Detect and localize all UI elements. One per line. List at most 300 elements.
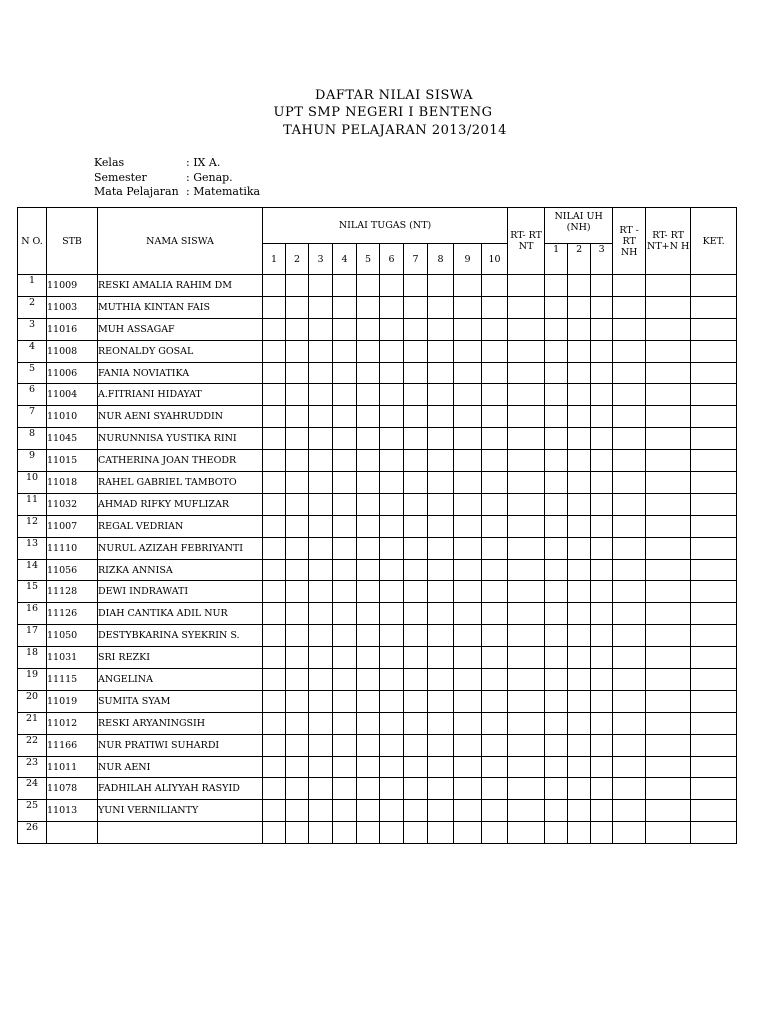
grade-cell: [545, 734, 568, 756]
grade-cell: [568, 559, 591, 581]
grade-cell: [333, 515, 357, 537]
grade-cell: [380, 515, 404, 537]
grade-cell: [380, 756, 404, 778]
table-row: [18, 822, 737, 844]
grade-cell: [613, 275, 646, 297]
col-stb-header: STB: [47, 208, 98, 275]
row-number: 14: [18, 559, 47, 581]
grade-cell: [404, 384, 428, 406]
grade-cell: [482, 822, 508, 844]
grade-cell: [428, 581, 454, 603]
grade-cell: [333, 647, 357, 669]
grade-cell: [263, 559, 286, 581]
grade-cell: [691, 822, 737, 844]
grade-cell: [309, 362, 333, 384]
student-name: ANGELINA: [98, 669, 263, 691]
grade-cell: [691, 603, 737, 625]
grade-cell: [428, 275, 454, 297]
grade-cell: [545, 318, 568, 340]
table-row: [18, 778, 737, 800]
grade-cell: [263, 428, 286, 450]
grade-cell: [380, 472, 404, 494]
grade-cell: [357, 625, 380, 647]
grade-cell: [380, 275, 404, 297]
grade-cell: [646, 384, 691, 406]
grade-cell: [591, 428, 613, 450]
grade-cell: [428, 428, 454, 450]
grade-cell: [454, 778, 482, 800]
grade-cell: [691, 625, 737, 647]
grade-cell: [591, 362, 613, 384]
grade-cell: [309, 581, 333, 603]
student-name: NUR AENI: [98, 756, 263, 778]
row-number: 10: [18, 472, 47, 494]
grade-cell: [286, 690, 309, 712]
grade-cell: [454, 296, 482, 318]
grade-cell: [613, 603, 646, 625]
student-name: SRI REZKI: [98, 647, 263, 669]
grade-cell: [454, 603, 482, 625]
table-row: [18, 406, 737, 428]
grade-cell: [508, 428, 545, 450]
grade-cell: [508, 275, 545, 297]
grade-cell: [263, 406, 286, 428]
grade-cell: [333, 690, 357, 712]
grade-cell: [613, 362, 646, 384]
grade-cell: [263, 296, 286, 318]
grade-cell: [404, 362, 428, 384]
grade-cell: [508, 406, 545, 428]
grade-cell: [508, 559, 545, 581]
exam-number-header: 2: [568, 244, 591, 275]
table-row: [18, 450, 737, 472]
grade-cell: [591, 537, 613, 559]
grade-cell: [568, 734, 591, 756]
grade-cell: [646, 340, 691, 362]
grade-cell: [613, 406, 646, 428]
grade-cell: [428, 734, 454, 756]
grade-cell: [568, 581, 591, 603]
grade-cell: [646, 778, 691, 800]
grade-cell: [568, 625, 591, 647]
grade-cell: [263, 275, 286, 297]
grade-cell: [568, 318, 591, 340]
grade-cell: [591, 296, 613, 318]
grade-cell: [482, 800, 508, 822]
grade-cell: [333, 384, 357, 406]
grade-cell: [568, 756, 591, 778]
grade-cell: [404, 428, 428, 450]
grade-cell: [309, 318, 333, 340]
grade-cell: [613, 625, 646, 647]
col-rt-nt-nh-header: RT- RT NT+N H: [646, 208, 691, 275]
grade-cell: [691, 275, 737, 297]
grade-cell: [357, 603, 380, 625]
student-id: [47, 822, 98, 844]
grade-cell: [333, 625, 357, 647]
grade-cell: [454, 756, 482, 778]
assignment-number-header: 5: [357, 244, 380, 275]
grade-table: [17, 207, 737, 844]
grade-cell: [404, 296, 428, 318]
row-number: 8: [18, 428, 47, 450]
grade-cell: [428, 625, 454, 647]
grade-cell: [357, 690, 380, 712]
student-id: 11006: [47, 362, 98, 384]
grade-cell: [482, 625, 508, 647]
student-name: CATHERINA JOAN THEODR: [98, 450, 263, 472]
grade-cell: [428, 537, 454, 559]
grade-cell: [482, 362, 508, 384]
grade-cell: [591, 690, 613, 712]
grade-cell: [454, 625, 482, 647]
grade-cell: [482, 603, 508, 625]
grade-cell: [263, 647, 286, 669]
grade-cell: [482, 669, 508, 691]
grade-cell: [454, 647, 482, 669]
grade-cell: [428, 712, 454, 734]
grade-cell: [333, 537, 357, 559]
exam-number-header: 1: [545, 244, 568, 275]
grade-cell: [333, 734, 357, 756]
grade-cell: [286, 822, 309, 844]
col-exam-header: NILAI UH (NH): [545, 208, 613, 244]
grade-cell: [591, 340, 613, 362]
grade-cell: [508, 800, 545, 822]
student-name: DESTYBKARINA SYEKRIN S.: [98, 625, 263, 647]
row-number: 26: [18, 822, 47, 844]
table-row: [18, 581, 737, 603]
student-id: 11045: [47, 428, 98, 450]
row-number: 22: [18, 734, 47, 756]
grade-cell: [508, 340, 545, 362]
grade-cell: [404, 647, 428, 669]
grade-cell: [613, 515, 646, 537]
student-name: DIAH CANTIKA ADIL NUR: [98, 603, 263, 625]
table-row: [18, 603, 737, 625]
grade-cell: [591, 778, 613, 800]
grade-cell: [380, 384, 404, 406]
table-row: [18, 275, 737, 297]
col-name-header: NAMA SISWA: [98, 208, 263, 275]
grade-cell: [508, 362, 545, 384]
grade-cell: [404, 406, 428, 428]
row-number: 16: [18, 603, 47, 625]
grade-cell: [286, 515, 309, 537]
grade-cell: [691, 559, 737, 581]
table-row: [18, 384, 737, 406]
student-name: NUR AENI SYAHRUDDIN: [98, 406, 263, 428]
grade-cell: [545, 625, 568, 647]
grade-cell: [691, 734, 737, 756]
grade-cell: [428, 559, 454, 581]
info-row-subject: [94, 185, 260, 200]
table-row: [18, 734, 737, 756]
grade-cell: [263, 734, 286, 756]
student-id: 11004: [47, 384, 98, 406]
grade-cell: [309, 690, 333, 712]
grade-cell: [646, 472, 691, 494]
student-id: 11015: [47, 450, 98, 472]
grade-cell: [309, 625, 333, 647]
grade-cell: [568, 428, 591, 450]
grade-cell: [545, 603, 568, 625]
grade-cell: [286, 296, 309, 318]
grade-cell: [454, 340, 482, 362]
grade-cell: [333, 669, 357, 691]
grade-cell: [454, 800, 482, 822]
grade-cell: [309, 340, 333, 362]
student-id: 11110: [47, 537, 98, 559]
grade-cell: [508, 472, 545, 494]
grade-cell: [545, 559, 568, 581]
grade-cell: [508, 778, 545, 800]
grade-cell: [613, 559, 646, 581]
row-number: 12: [18, 515, 47, 537]
grade-cell: [691, 537, 737, 559]
grade-cell: [263, 340, 286, 362]
student-name: RESKI ARYANINGSIH: [98, 712, 263, 734]
grade-cell: [454, 428, 482, 450]
grade-cell: [482, 778, 508, 800]
grade-cell: [545, 756, 568, 778]
grade-cell: [591, 581, 613, 603]
student-rows: [18, 275, 737, 844]
grade-cell: [333, 428, 357, 450]
row-number: 18: [18, 647, 47, 669]
student-id: 11011: [47, 756, 98, 778]
grade-cell: [357, 778, 380, 800]
table-row: [18, 296, 737, 318]
grade-cell: [545, 515, 568, 537]
table-row: [18, 428, 737, 450]
student-id: 11078: [47, 778, 98, 800]
student-id: 11007: [47, 515, 98, 537]
grade-cell: [482, 472, 508, 494]
grade-cell: [613, 384, 646, 406]
grade-cell: [263, 625, 286, 647]
grade-cell: [568, 296, 591, 318]
grade-cell: [333, 340, 357, 362]
table-row: [18, 493, 737, 515]
grade-cell: [263, 690, 286, 712]
grade-cell: [646, 734, 691, 756]
grade-cell: [404, 712, 428, 734]
grade-cell: [508, 669, 545, 691]
grade-cell: [508, 318, 545, 340]
grade-cell: [333, 450, 357, 472]
grade-cell: [333, 756, 357, 778]
grade-cell: [613, 296, 646, 318]
grade-cell: [508, 822, 545, 844]
grade-cell: [380, 318, 404, 340]
grade-cell: [404, 690, 428, 712]
student-id: 11128: [47, 581, 98, 603]
grade-cell: [357, 384, 380, 406]
info-value: : Matematika: [186, 185, 261, 198]
student-name: MUTHIA KINTAN FAIS: [98, 296, 263, 318]
grade-cell: [309, 669, 333, 691]
grade-cell: [309, 734, 333, 756]
grade-cell: [357, 428, 380, 450]
grade-cell: [428, 515, 454, 537]
grade-cell: [545, 450, 568, 472]
grade-cell: [357, 406, 380, 428]
grade-cell: [404, 625, 428, 647]
grade-cell: [613, 756, 646, 778]
grade-cell: [591, 712, 613, 734]
grade-cell: [286, 406, 309, 428]
grade-cell: [591, 734, 613, 756]
grade-cell: [646, 362, 691, 384]
grade-cell: [309, 712, 333, 734]
grade-cell: [613, 690, 646, 712]
student-id: 11166: [47, 734, 98, 756]
table-row: [18, 625, 737, 647]
grade-cell: [482, 756, 508, 778]
student-id: 11003: [47, 296, 98, 318]
grade-cell: [545, 340, 568, 362]
grade-cell: [568, 450, 591, 472]
table-row: [18, 800, 737, 822]
table-row: [18, 690, 737, 712]
grade-cell: [591, 559, 613, 581]
student-id: 11008: [47, 340, 98, 362]
grade-cell: [263, 669, 286, 691]
grade-cell: [263, 362, 286, 384]
grade-cell: [508, 537, 545, 559]
grade-cell: [482, 537, 508, 559]
grade-cell: [380, 690, 404, 712]
grade-cell: [482, 647, 508, 669]
student-id: 11009: [47, 275, 98, 297]
grade-cell: [404, 559, 428, 581]
grade-cell: [380, 647, 404, 669]
grade-cell: [508, 756, 545, 778]
grade-cell: [454, 712, 482, 734]
row-number: 1: [18, 275, 47, 297]
grade-cell: [613, 318, 646, 340]
grade-cell: [428, 778, 454, 800]
grade-cell: [568, 406, 591, 428]
grade-cell: [309, 428, 333, 450]
grade-cell: [691, 406, 737, 428]
assignment-number-header: 4: [333, 244, 357, 275]
row-number: 4: [18, 340, 47, 362]
student-id: 11010: [47, 406, 98, 428]
grade-cell: [508, 450, 545, 472]
grade-cell: [357, 275, 380, 297]
grade-cell: [286, 734, 309, 756]
grade-cell: [508, 734, 545, 756]
grade-cell: [568, 712, 591, 734]
grade-cell: [508, 647, 545, 669]
grade-cell: [404, 493, 428, 515]
grade-cell: [333, 800, 357, 822]
grade-cell: [357, 647, 380, 669]
grade-cell: [286, 275, 309, 297]
grade-cell: [357, 472, 380, 494]
grade-cell: [691, 384, 737, 406]
grade-cell: [309, 406, 333, 428]
grade-cell: [357, 493, 380, 515]
grade-cell: [286, 472, 309, 494]
grade-cell: [508, 603, 545, 625]
grade-cell: [286, 800, 309, 822]
grade-cell: [482, 296, 508, 318]
grade-cell: [613, 472, 646, 494]
grade-cell: [333, 822, 357, 844]
row-number: 7: [18, 406, 47, 428]
grade-cell: [404, 537, 428, 559]
grade-cell: [357, 450, 380, 472]
grade-cell: [613, 822, 646, 844]
grade-cell: [404, 515, 428, 537]
assignment-number-header: 3: [309, 244, 333, 275]
grade-cell: [545, 647, 568, 669]
grade-cell: [591, 493, 613, 515]
grade-cell: [357, 734, 380, 756]
grade-cell: [380, 296, 404, 318]
row-number: 2: [18, 296, 47, 318]
grade-cell: [333, 362, 357, 384]
grade-cell: [454, 559, 482, 581]
grade-cell: [286, 778, 309, 800]
grade-cell: [646, 690, 691, 712]
student-name: A.FITRIANI HIDAYAT: [98, 384, 263, 406]
grade-cell: [591, 669, 613, 691]
grade-cell: [613, 428, 646, 450]
grade-cell: [333, 778, 357, 800]
grade-cell: [508, 712, 545, 734]
grade-cell: [404, 472, 428, 494]
grade-cell: [454, 450, 482, 472]
row-number: 3: [18, 318, 47, 340]
grade-cell: [380, 734, 404, 756]
row-number: 13: [18, 537, 47, 559]
student-name: [98, 822, 263, 844]
grade-cell: [568, 340, 591, 362]
table-row: [18, 647, 737, 669]
grade-cell: [357, 712, 380, 734]
grade-cell: [613, 800, 646, 822]
grade-cell: [428, 472, 454, 494]
grade-cell: [482, 712, 508, 734]
grade-cell: [646, 647, 691, 669]
grade-cell: [404, 800, 428, 822]
student-id: 11016: [47, 318, 98, 340]
grade-cell: [613, 450, 646, 472]
grade-cell: [454, 690, 482, 712]
grade-cell: [428, 669, 454, 691]
grade-cell: [428, 690, 454, 712]
assignment-number-header: 2: [286, 244, 309, 275]
class-info: [94, 156, 260, 200]
grade-cell: [613, 493, 646, 515]
grade-cell: [454, 493, 482, 515]
student-name: AHMAD RIFKY MUFLIZAR: [98, 493, 263, 515]
grade-cell: [428, 800, 454, 822]
grade-cell: [380, 778, 404, 800]
row-number: 15: [18, 581, 47, 603]
grade-cell: [591, 450, 613, 472]
grade-cell: [508, 515, 545, 537]
grade-cell: [263, 537, 286, 559]
grade-cell: [380, 340, 404, 362]
grade-cell: [309, 515, 333, 537]
grade-cell: [286, 581, 309, 603]
grade-cell: [454, 406, 482, 428]
